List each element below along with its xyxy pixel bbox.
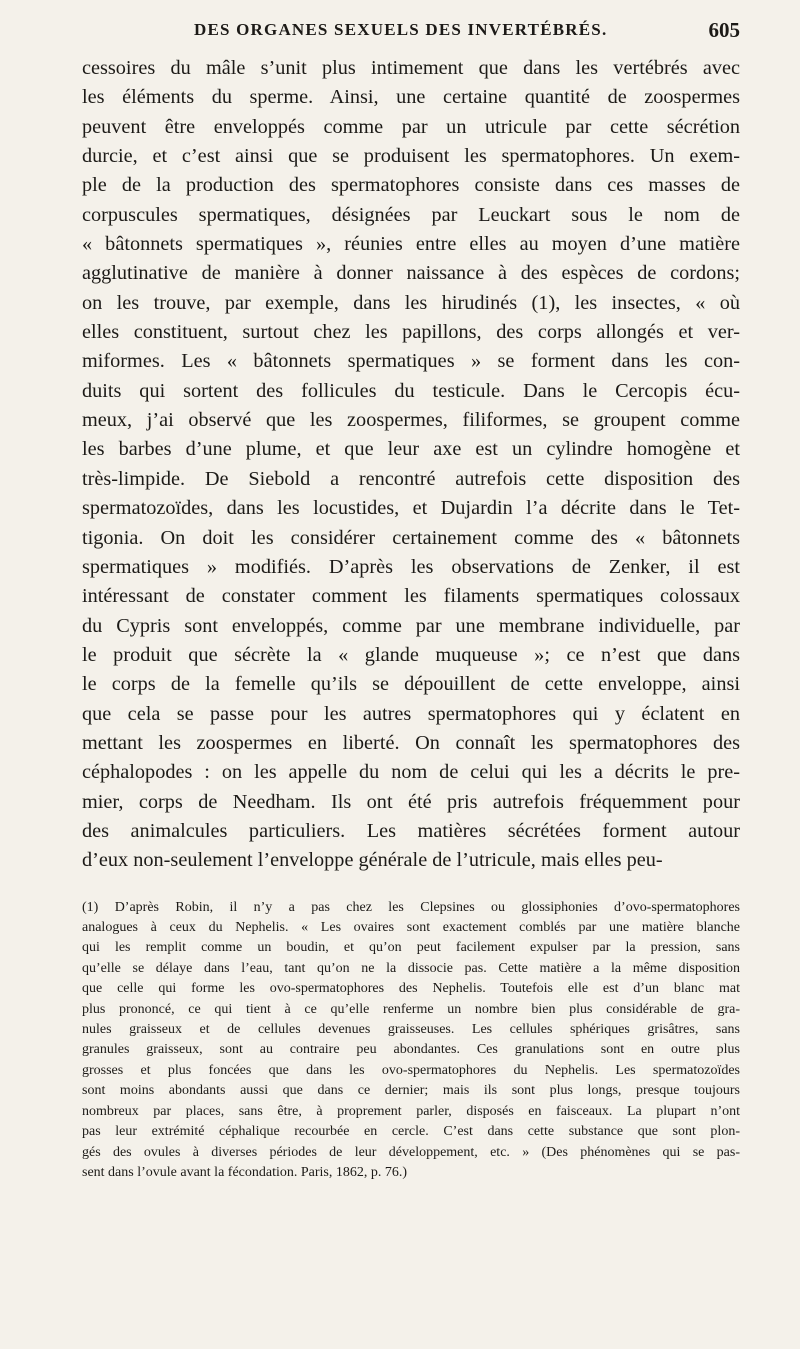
footnote-line: que celle qui forme les ovo-spermatophores des Nephelis. Toutefois elle est d’un blanc mat xyxy=(82,981,740,997)
footnote-line: analogues à ceux du Nephelis. « Les ovaires sont exactement comblés par une matière blanche xyxy=(82,920,740,936)
text-line: peuvent être enveloppés comme par un utricule par cette sécrétion xyxy=(82,115,740,138)
text-line: corpuscules spermatiques, désignées par Leuckart sous le nom de xyxy=(82,203,740,226)
footnote xyxy=(82,898,740,1184)
text-line: spermatiques » modifiés. D’après les observations de Zenker, il est xyxy=(82,555,740,578)
text-line: agglutinative de manière à donner naissance à des espèces de cordons; xyxy=(82,262,740,285)
text-line: cessoires du mâle s’unit plus intimement que dans les vertébrés avec xyxy=(82,57,740,79)
text-line: le produit que sécrète la « glande muqueuse »; ce n’est que dans xyxy=(82,643,740,666)
footnote-line: qui les remplit comme un boudin, et qu’on peut facilement expulser par la pression, sans xyxy=(82,940,740,956)
footnote-line: sont moins abondants aussi que dans ce dernier; mais ils sont plus longs, presque toujours xyxy=(82,1083,740,1099)
footnote-line: nules graisseux et de cellules devenues graisseuses. Les cellules sphériques grisâtres, sans xyxy=(82,1022,740,1038)
text-line: intéressant de constater comment les filaments spermatiques colossaux xyxy=(82,585,740,608)
footnote-line: nombreux par places, sans être, à proprement parler, disposés en faisceaux. La plupart n’ont xyxy=(82,1103,740,1119)
text-line: les éléments du sperme. Ainsi, une certaine quantité de zoospermes xyxy=(82,86,740,109)
page-number: 605 xyxy=(708,18,740,42)
text-line: très-limpide. De Siebold a rencontré autrefois cette disposition des xyxy=(82,467,740,490)
text-line: le corps de la femelle qu’ils se dépouillent de cette enveloppe, ainsi xyxy=(82,673,740,696)
footnote-line: qu’elle se délaye dans l’eau, tant qu’on ne la dissocie pas. Cette matière a la même disposition xyxy=(82,960,740,976)
text-line: céphalopodes : on les appelle du nom de celui qui les a décrits le pre- xyxy=(82,761,740,784)
text-line: duits qui sortent des follicules du testicule. Dans le Cercopis écu- xyxy=(82,379,740,402)
footnote-line: pas leur extrémité céphalique recourbée en cercle. C’est dans cette substance que sont plon- xyxy=(82,1124,740,1140)
footnote-line: (1) D’après Robin, il n’y a pas chez les Clepsines ou glossiphonies d’ovo-spermatophores xyxy=(82,899,740,915)
text-line: spermatozoïdes, dans les locustides, et Dujardin l’a décrite dans le Tet- xyxy=(82,497,740,520)
text-line: « bâtonnets spermatiques », réunies entre elles au moyen d’une matière xyxy=(82,233,740,256)
text-line: que cela se passe pour les autres spermatophores qui y éclatent en xyxy=(82,702,740,725)
text-line: tigonia. On doit les considérer certainement comme des « bâtonnets xyxy=(82,526,740,549)
footnote-line: gés des ovules à diverses périodes de leur développement, etc. » (Des phénomènes qui se pas- xyxy=(82,1144,740,1160)
text-line: mettant les zoospermes en liberté. On connaît les spermatophores des xyxy=(82,731,740,754)
text-line: d’eux non-seulement l’enveloppe générale de l’utricule, mais elles peu- xyxy=(82,849,663,872)
text-line: des animalcules particuliers. Les matières sécrétées forment autour xyxy=(82,819,740,842)
text-line: miformes. Les « bâtonnets spermatiques » se forment dans les con- xyxy=(82,350,740,373)
footnote-line: sent dans l’ovule avant la fécondation. Paris, 1862, p. 76.) xyxy=(82,1164,408,1180)
text-line: on les trouve, par exemple, dans les hirudinés (1), les insectes, « où xyxy=(82,291,740,314)
text-line: mier, corps de Needham. Ils ont été pris autrefois fréquemment pour xyxy=(82,790,740,813)
text-line: les barbes d’une plume, et que leur axe est un cylindre homogène et xyxy=(82,438,740,461)
footnote-line: plus prononcé, ce qui tient à ce qu’elle renferme un nombre bien plus considérable de gra- xyxy=(82,1001,740,1017)
main-text xyxy=(82,54,740,876)
running-title: DES ORGANES SEXUELS DES INVERTÉBRÉS. xyxy=(194,20,608,39)
text-line: ple de la production des spermatophores consiste dans ces masses de xyxy=(82,174,740,197)
text-line: du Cypris sont enveloppés, comme par une membrane individuelle, par xyxy=(82,614,740,637)
text-line: durcie, et c’est ainsi que se produisent les spermatophores. Un exem- xyxy=(82,145,740,168)
page-header xyxy=(82,14,740,54)
footnote-line: grosses et plus foncées que dans les ovo-spermatophores du Nephelis. Les spermatozoïdes xyxy=(82,1062,740,1078)
footnote-line: granules graisseux, sont au contraire peu abondantes. Ces granulations sont en outre plus xyxy=(82,1042,740,1058)
text-line: meux, j’ai observé que les zoospermes, filiformes, se groupent comme xyxy=(82,409,740,432)
text-line: elles constituent, surtout chez les papillons, des corps allongés et ver- xyxy=(82,321,740,344)
